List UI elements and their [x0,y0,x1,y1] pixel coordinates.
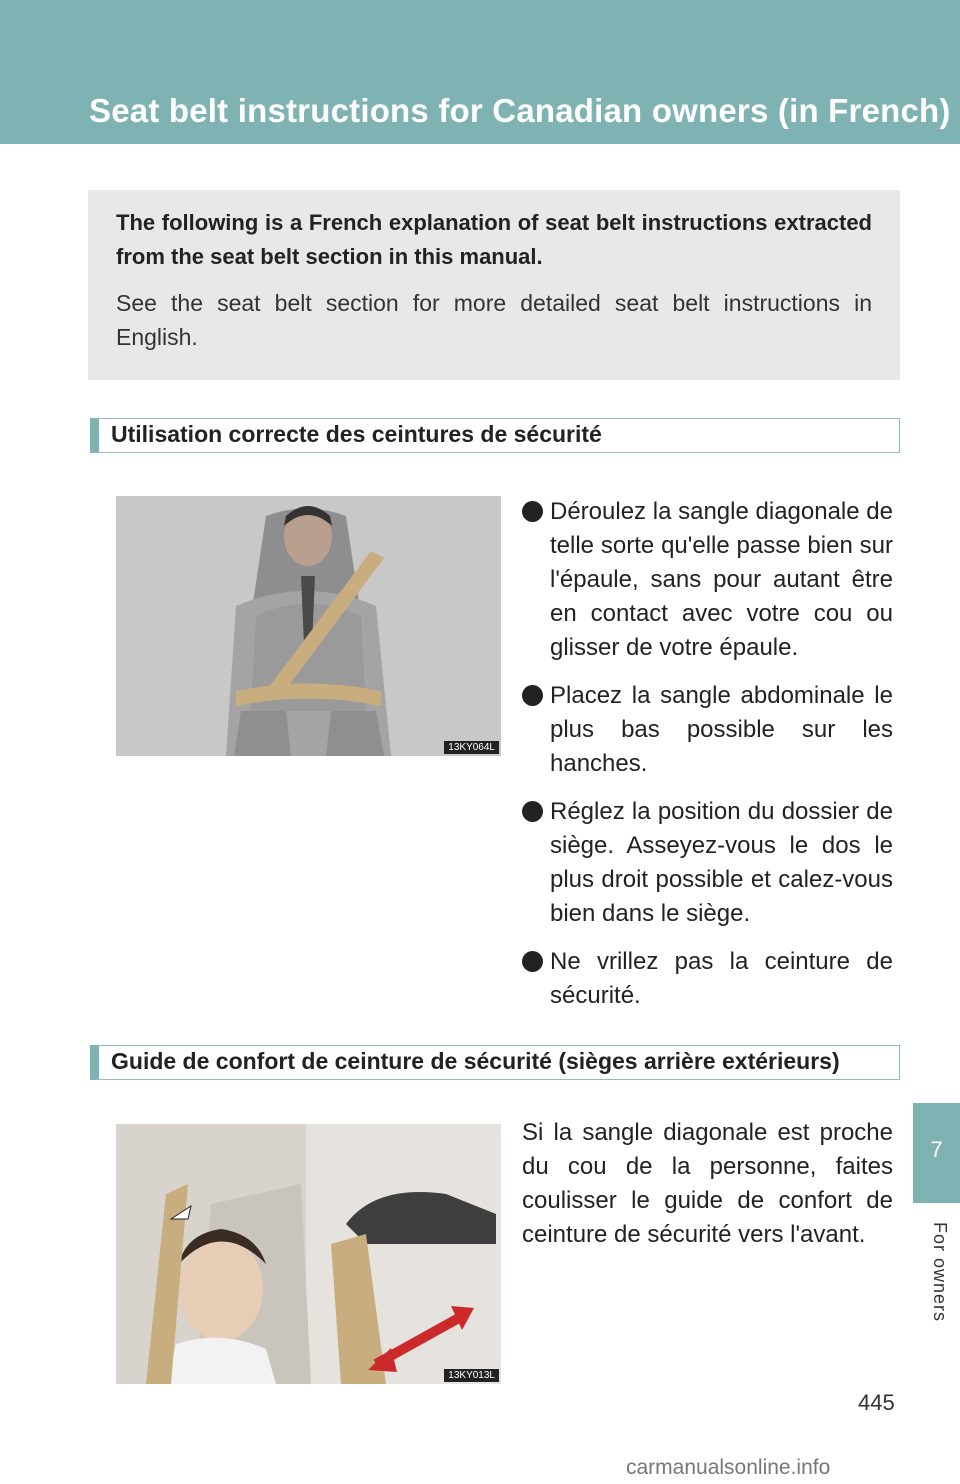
page-title: Seat belt instructions for Canadian owners (in French) [89,92,951,129]
list-item: Placez la sangle abdominale le plus bas possible sur les hanches. [522,679,893,781]
list-item: Déroulez la sangle diagonale de telle sorte qu'elle passe bien sur l'épaule, sans pour autant être en contact avec votre cou ou glisser de votre épaule. [522,495,893,665]
intro-box [88,190,900,380]
list-item: Réglez la position du dossier de siège. Asseyez-vous le dos le plus droit possible et calez-vous bien dans le siège. [522,795,893,931]
figure-code: 13KY064L [444,741,499,754]
seated-man-illustration [116,496,501,756]
section-heading-text: Guide de confort de ceinture de sécurité (sièges arrière extérieurs) [111,1048,840,1074]
comfort-guide-figure [116,1124,501,1384]
bullet-icon [522,951,543,972]
intro-paragraph: The following is a French explanation of seat belt instructions extracted from the seat belt section in this manual. [116,210,872,269]
seatbelt-figure [116,496,501,756]
chapter-label [930,1222,952,1332]
bullet-icon [522,801,543,822]
figure-code: 13KY013L [444,1369,499,1382]
section-heading [90,1045,900,1080]
section-heading [90,418,900,453]
page-number: 445 [858,1390,895,1415]
list-item: Ne vrillez pas la ceinture de sécurité. [522,945,893,1013]
section-paragraph: Si la sangle diagonale est proche du cou de la personne, faites coulisser le guide de confort de ceinture de sécurité vers l'avant. [522,1119,893,1248]
watermark: carmanualsonline.info [626,1456,831,1479]
intro-paragraph: See the seat belt section for more detailed seat belt instructions in English. [116,290,872,350]
bullet-icon [522,501,543,522]
section-heading-text: Utilisation correcte des ceintures de sécurité [111,421,602,447]
chapter-label-text: For owners [930,1222,950,1323]
child-comfort-guide-illustration [116,1124,501,1384]
bullet-list [522,495,893,1027]
chapter-tab[interactable] [913,1103,960,1203]
bullet-icon [522,685,543,706]
chapter-number: 7 [930,1137,943,1162]
